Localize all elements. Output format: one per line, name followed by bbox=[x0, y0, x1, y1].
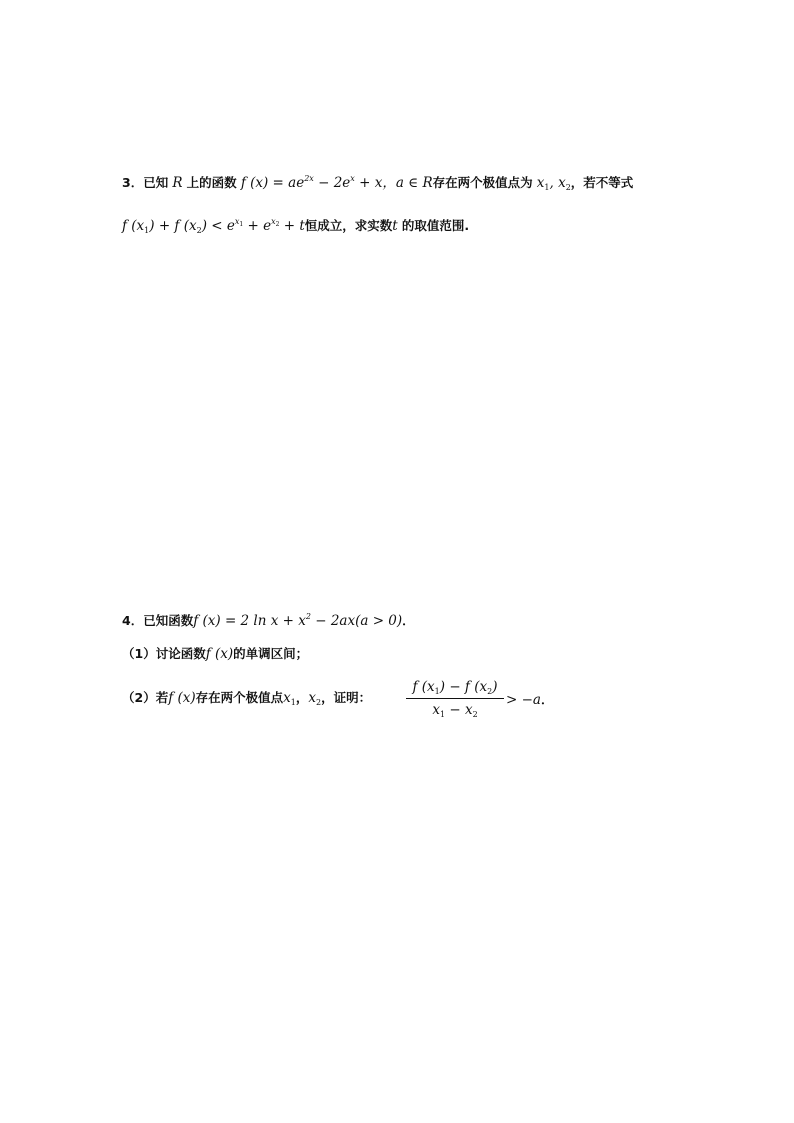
part1-label: （1） bbox=[122, 646, 156, 661]
problem3-inequality: f $(x_1) + f$ $(x_2) < e^{x_1} + e^{x_2} + t$ bbox=[122, 217, 305, 235]
fraction-numerator: f $(x_1) - f$ $(x_2)$ bbox=[412, 679, 498, 696]
problem3-text-d: ，若不等式 bbox=[570, 175, 634, 190]
problem3-text-e: 恒成立，求实数 bbox=[304, 218, 393, 233]
rhs-math: > −a bbox=[506, 692, 541, 708]
part2-text-c: ，证明： bbox=[321, 690, 372, 705]
fraction-bar bbox=[406, 698, 504, 699]
problem3-condition: a ∈ R bbox=[395, 175, 433, 191]
part2-inequality-rhs bbox=[506, 690, 553, 708]
problem3-var-r: R bbox=[172, 175, 183, 191]
part2-fraction bbox=[406, 677, 504, 719]
problem3-function: f $(x) = ae^{2x} - 2e^x + x$， bbox=[240, 174, 396, 191]
rhs-period: ． bbox=[540, 692, 554, 707]
part1-text-a: 讨论函数 bbox=[155, 646, 206, 661]
part2-sep: ， bbox=[295, 690, 309, 705]
problem4-period: ． bbox=[402, 613, 415, 628]
problem4-intro-text: 已知函数 bbox=[143, 613, 194, 628]
part2-text-a: 若 bbox=[155, 690, 169, 705]
problem3-text-c: 存在两个极值点为 bbox=[432, 175, 533, 190]
problem4-function: f (x) = 2 $\ln x + x^2 - 2ax(a > 0)$ bbox=[193, 612, 403, 629]
problem3-line1 bbox=[122, 171, 633, 196]
problem3-var-t: t bbox=[392, 218, 398, 234]
problem3-text-f: 的取值范围. bbox=[401, 218, 470, 233]
part2-x2: $x_2$ bbox=[308, 690, 322, 707]
problem3-number: 3． bbox=[122, 175, 144, 190]
part2-math: f (x) bbox=[168, 690, 196, 706]
part2-label: （2） bbox=[122, 690, 156, 705]
part2-x1: $x_1$ bbox=[283, 690, 296, 707]
problem3-line2 bbox=[122, 214, 469, 239]
part2-text-b: 存在两个极值点 bbox=[195, 690, 284, 705]
fraction-denominator: $x_1 - x_2$ bbox=[432, 702, 478, 719]
problem3-text-a: 已知 bbox=[143, 175, 169, 190]
problem4-part2 bbox=[122, 690, 371, 711]
part1-math: f (x) bbox=[205, 646, 234, 662]
problem4-intro bbox=[122, 609, 415, 630]
problem4-number: 4． bbox=[122, 613, 144, 628]
problem4-part1 bbox=[122, 646, 308, 663]
problem3-text-b: 上的函数 bbox=[186, 175, 237, 190]
problem3-extreme-points: $x_1$, $x_2$ bbox=[536, 175, 571, 192]
part1-text-b: 的单调区间； bbox=[233, 646, 309, 661]
